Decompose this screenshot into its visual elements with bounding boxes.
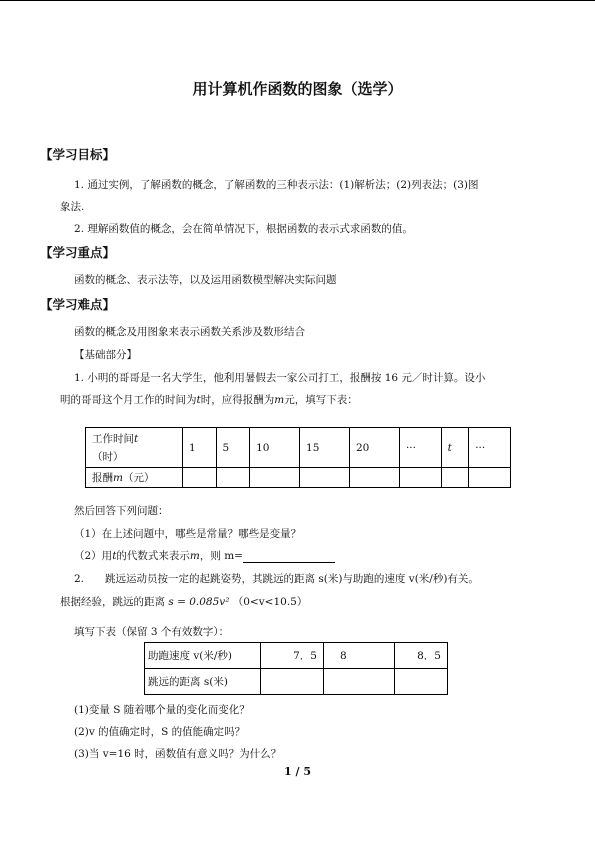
q1-table-header-pay: 报酬m（元） xyxy=(86,468,183,488)
q2-table-speed-cell: 8．5 xyxy=(395,643,448,669)
q2-sub-question-2: (2)v 的值确定时，S 的值能确定吗？ xyxy=(74,726,246,738)
q1-table-pay-cell[interactable] xyxy=(441,468,469,488)
difficulties-text: 函数的概念及用图象来表示函数关系涉及数形结合 xyxy=(74,326,305,338)
key-points-text: 函数的概念、表示法等，以及运用函数模型解决实际问题 xyxy=(74,274,337,286)
q2-formula: s = 0.085v² xyxy=(168,596,230,608)
q1-table-pay-cell[interactable] xyxy=(469,468,511,488)
q1-table-time-cell: t xyxy=(441,428,469,468)
q2-table xyxy=(144,642,448,695)
q2-table-distance-cell[interactable] xyxy=(261,669,324,695)
q1-table-header-time: 工作时间t （时） xyxy=(86,428,183,468)
q1-table-pay-cell[interactable] xyxy=(350,468,400,488)
objective-item-1-line-1: 1. 通过实例，了解函数的概念，了解函数的三种表示法：(1)解析法；(2)列表法；(3)图 xyxy=(74,179,479,191)
q1-table-pay-cell[interactable] xyxy=(399,468,441,488)
q1-line-2: 明的哥哥这个月工作的时间为t时，应得报酬为m元，填写下表： xyxy=(60,394,358,406)
q1-table-pay-cell[interactable] xyxy=(250,468,300,488)
q1-table xyxy=(85,427,511,488)
q2-fill-instruction: 填写下表（保留 3 个有效数字）： xyxy=(74,626,230,638)
q1-table-pay-cell[interactable] xyxy=(183,468,217,488)
q1-line-1: 1. 小明的哥哥是一名大学生，他利用暑假去一家公司打工，报酬按 16 元／时计算。设小 xyxy=(74,372,486,384)
q1-sub-question-2: （2）用t的代数式来表示m，则 m= xyxy=(74,548,335,563)
q2-table-header-distance: 跳远的距离 s(米) xyxy=(145,669,261,695)
q2-table-speed-cell: 7．5 xyxy=(261,643,324,669)
q1-table-time-cell: 20 xyxy=(350,428,400,468)
difficulties-heading: 【学习难点】 xyxy=(40,297,116,312)
q2-sub-question-3: (3)当 v=16 时，函数值有意义吗？为什么？ xyxy=(74,748,282,760)
objectives-heading: 【学习目标】 xyxy=(40,147,116,162)
q1-table-time-cell: 1 xyxy=(183,428,217,468)
q2-table-header-speed: 助跑速度 v(米/秒) xyxy=(145,643,261,669)
q1-table-pay-cell[interactable] xyxy=(300,468,350,488)
objective-item-2: 2. 理解函数值的概念，会在简单情况下，根据函数的表示式求函数的值。 xyxy=(74,223,413,235)
q2-table-distance-cell[interactable] xyxy=(324,669,395,695)
key-points-heading: 【学习重点】 xyxy=(40,245,116,260)
q2-line-1: 2. 跳远运动员按一定的起跳姿势，其跳远的距离 s(米)与助跑的速度 v(米/秒)有关。 xyxy=(74,573,479,585)
objective-item-1-line-2: 象法. xyxy=(60,201,85,213)
q1-followup: 然后回答下列问题： xyxy=(74,505,169,517)
basic-section-label: 【基础部分】 xyxy=(74,349,137,361)
answer-blank[interactable] xyxy=(243,551,335,563)
top-border-line xyxy=(0,0,595,1)
q1-table-time-cell: 5 xyxy=(216,428,250,468)
q2-sub-question-1: (1)变量 S 随着哪个量的变化而变化？ xyxy=(74,704,250,716)
q1-table-time-cell: 10 xyxy=(250,428,300,468)
page-number: 1 / 5 xyxy=(284,765,311,778)
q1-table-time-cell: 15 xyxy=(300,428,350,468)
q2-table-speed-cell: 8 xyxy=(324,643,395,669)
q2-table-distance-cell[interactable] xyxy=(395,669,448,695)
page-title: 用计算机作函数的图象（选学） xyxy=(192,80,403,98)
q1-table-pay-cell[interactable] xyxy=(216,468,250,488)
q2-line-2: 根据经验，跳远的距离 s = 0.085v² （0<v<10.5） xyxy=(60,596,308,608)
q1-sub-question-1: （1）在上述问题中，哪些是常量？哪些是变量？ xyxy=(74,528,302,540)
q1-table-time-cell: ··· xyxy=(399,428,441,468)
q1-table-time-cell: ··· xyxy=(469,428,511,468)
